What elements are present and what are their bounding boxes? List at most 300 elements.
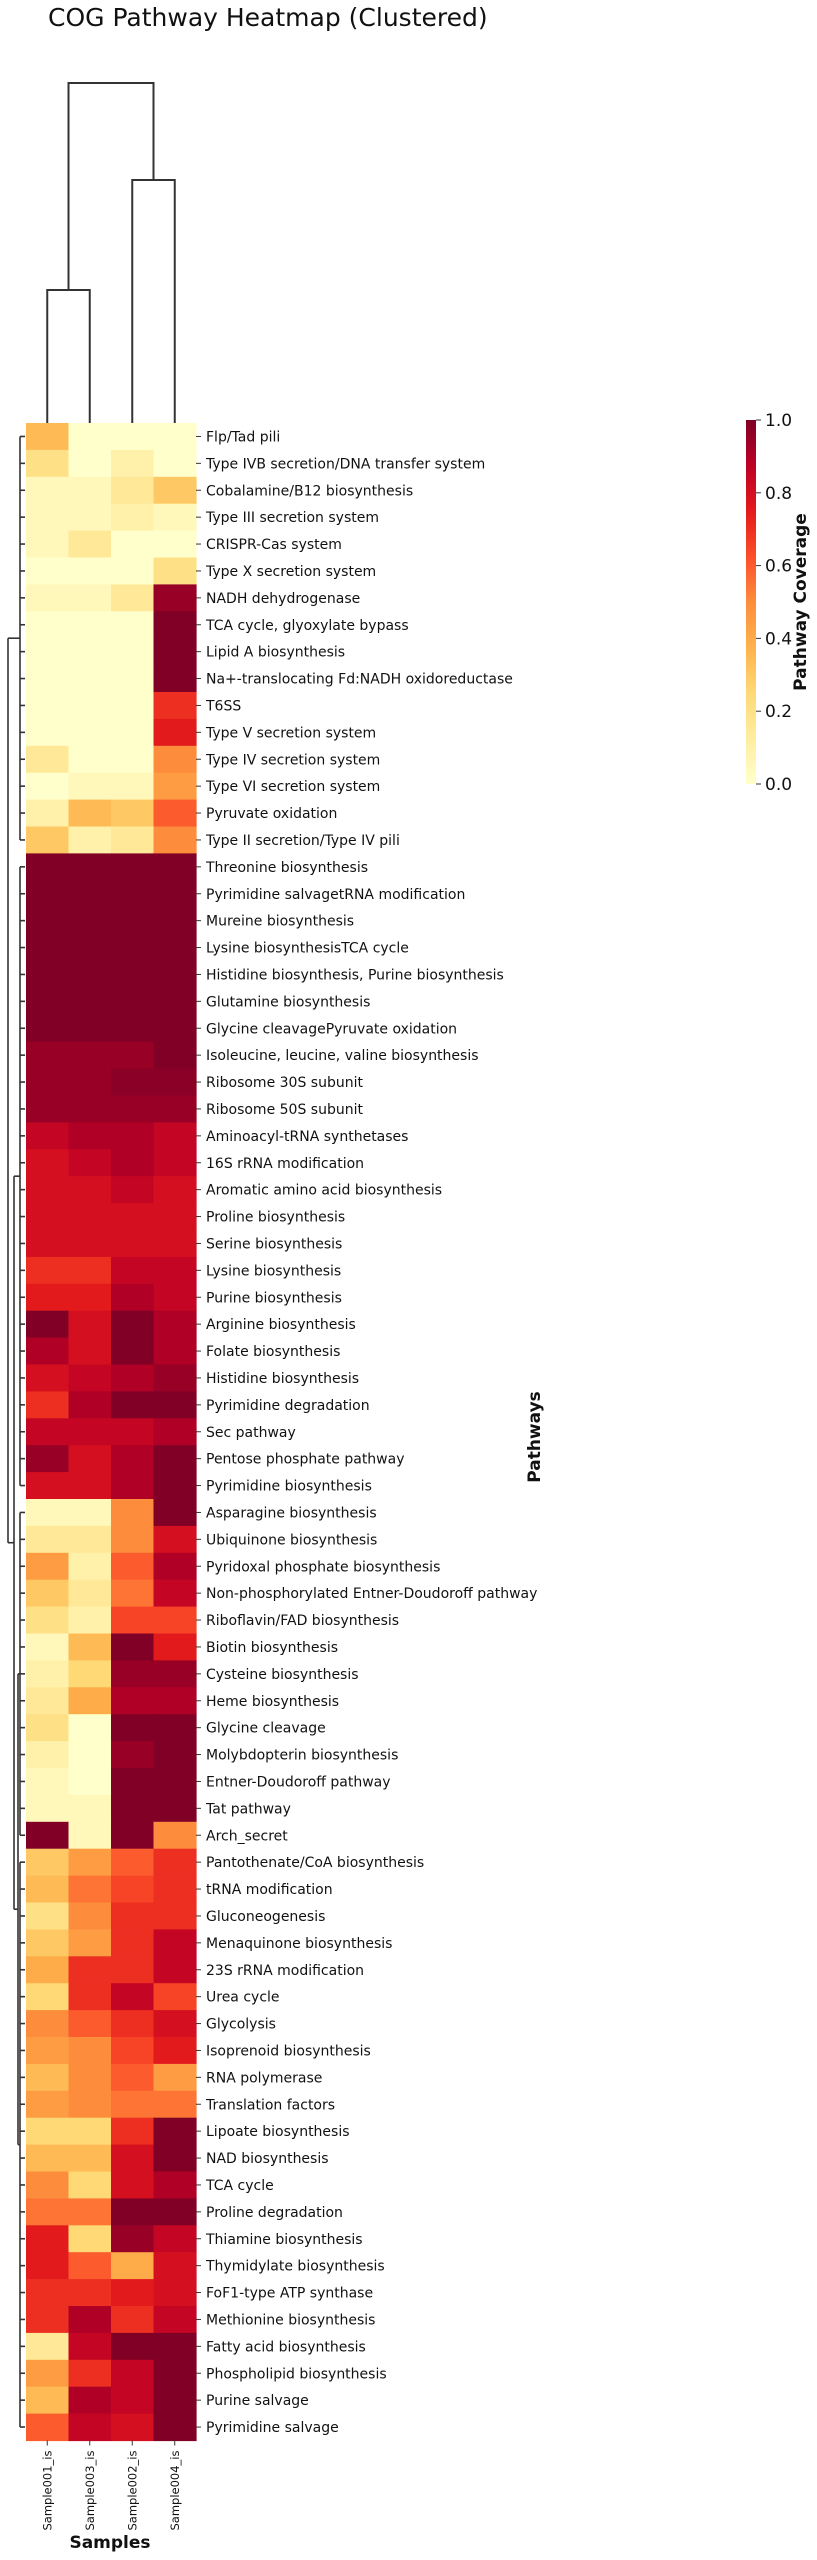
heatmap-cell [69, 584, 112, 612]
heatmap-cell [111, 1042, 154, 1070]
heatmap-cell [26, 961, 69, 989]
heatmap-cell [26, 907, 69, 935]
heatmap-cell [26, 1687, 69, 1715]
heatmap-cell [154, 1042, 197, 1070]
heatmap-cell [111, 1553, 154, 1581]
heatmap-cell [26, 1365, 69, 1393]
heatmap-cell [26, 611, 69, 639]
heatmap-cell [154, 746, 197, 774]
heatmap-cell [69, 2118, 112, 2146]
heatmap-cell [26, 1983, 69, 2011]
row-label: Riboflavin/FAD biosynthesis [206, 1613, 400, 1630]
heatmap-cell [154, 1365, 197, 1393]
heatmap-cell [111, 1929, 154, 1957]
heatmap-cell [111, 2414, 154, 2442]
heatmap-cell [111, 1122, 154, 1150]
row-label: Methionine biosynthesis [206, 2312, 376, 2329]
heatmap-cell [111, 2010, 154, 2038]
x-axis-label: Samples [69, 2533, 151, 2553]
heatmap-cell [154, 1768, 197, 1796]
row-label: Sec pathway [206, 1424, 296, 1441]
row-label: Proline biosynthesis [206, 1209, 346, 1226]
heatmap-cell [69, 1983, 112, 2011]
heatmap-cell [111, 1418, 154, 1446]
row-label: Purine salvage [206, 2393, 309, 2410]
heatmap-cell [26, 2010, 69, 2038]
heatmap-cell [69, 1230, 112, 1258]
heatmap-cell [154, 2252, 197, 2280]
row-label: Lysine biosynthesisTCA cycle [206, 940, 409, 957]
heatmap-cell [111, 853, 154, 881]
heatmap-cell [154, 1687, 197, 1715]
heatmap-cell [154, 2172, 197, 2200]
heatmap-cell [111, 1257, 154, 1285]
heatmap-cell [111, 1741, 154, 1769]
heatmap-cell [26, 2172, 69, 2200]
row-label: Urea cycle [206, 1989, 280, 2006]
heatmap-cell [154, 2037, 197, 2065]
heatmap-cell [26, 2279, 69, 2307]
heatmap-cell [154, 2306, 197, 2334]
heatmap-cell [69, 1768, 112, 1796]
heatmap-cell [69, 477, 112, 505]
row-label: Flp/Tad pili [206, 429, 281, 446]
heatmap-cell [154, 2225, 197, 2253]
heatmap-cell [69, 1069, 112, 1097]
heatmap-cell [154, 961, 197, 989]
heatmap-cell [154, 907, 197, 935]
heatmap-cell [154, 1876, 197, 1904]
heatmap-cell [154, 880, 197, 908]
row-label: RNA polymerase [206, 2070, 323, 2087]
heatmap-cell [111, 961, 154, 989]
heatmap-cell [111, 773, 154, 801]
heatmap-cell [154, 2118, 197, 2146]
row-label: Ribosome 50S subunit [206, 1101, 363, 1118]
row-label: Histidine biosynthesis [206, 1370, 360, 1387]
heatmap-cell [26, 800, 69, 828]
heatmap-cell [26, 1042, 69, 1070]
heatmap-cell [154, 558, 197, 586]
row-label: CRISPR-Cas system [206, 537, 342, 554]
heatmap-cell [69, 773, 112, 801]
heatmap-cell [26, 2225, 69, 2253]
heatmap-cell [26, 1607, 69, 1635]
heatmap-cell [111, 1634, 154, 1662]
heatmap-cell [26, 773, 69, 801]
heatmap-cell [69, 1741, 112, 1769]
heatmap-cell [154, 1983, 197, 2011]
heatmap-cell [154, 2198, 197, 2226]
heatmap-cell [26, 2118, 69, 2146]
column-label: Sample003_is [82, 2450, 97, 2531]
heatmap-cell [69, 1553, 112, 1581]
column-label: Sample001_is [40, 2450, 55, 2531]
heatmap-cell [26, 1660, 69, 1688]
heatmap-cell [111, 1687, 154, 1715]
heatmap-cell [154, 1795, 197, 1823]
heatmap-cell [111, 504, 154, 532]
heatmap-cell [111, 1069, 154, 1097]
heatmap-cell [26, 1580, 69, 1608]
heatmap-cell [26, 2064, 69, 2092]
heatmap-cell [154, 2360, 197, 2388]
heatmap-cell [69, 665, 112, 693]
heatmap-cell [69, 1472, 112, 1500]
heatmap-cell [154, 1338, 197, 1366]
colorbar-label: Pathway Coverage [791, 513, 811, 691]
heatmap-cell [111, 907, 154, 935]
heatmap-cell [154, 1230, 197, 1258]
heatmap-cell [154, 1391, 197, 1419]
heatmap-cell [154, 1069, 197, 1097]
column-label: Sample002_is [125, 2450, 140, 2531]
heatmap-cell [111, 1230, 154, 1258]
row-label: T6SS [206, 698, 242, 715]
heatmap-cell [26, 1122, 69, 1150]
heatmap-cell [111, 827, 154, 855]
row-label: NADH dehydrogenase [206, 590, 361, 607]
heatmap-cell [26, 746, 69, 774]
colorbar-tick-label: 0.2 [765, 702, 793, 723]
colorbar-tick-label: 0.0 [765, 775, 793, 795]
row-label: Pyrimidine salvage [206, 2420, 339, 2437]
heatmap-cell [69, 1338, 112, 1366]
heatmap-cell [26, 692, 69, 720]
heatmap-cell [69, 1257, 112, 1285]
heatmap-cell [69, 2252, 112, 2280]
heatmap-cell [111, 1311, 154, 1339]
colorbar [746, 420, 756, 784]
dendrogram-branch [69, 83, 154, 290]
heatmap-cell [26, 1203, 69, 1231]
heatmap-cell [154, 853, 197, 881]
row-label: Glycine cleavage [206, 1720, 326, 1737]
row-label: Glutamine biosynthesis [206, 994, 371, 1011]
heatmap-cell [26, 1499, 69, 1527]
heatmap-cell [69, 746, 112, 774]
row-label: Type III secretion system [206, 510, 379, 527]
dendrogram-branch [47, 290, 90, 423]
heatmap-cell [69, 2198, 112, 2226]
heatmap-cell [26, 665, 69, 693]
heatmap-cell [154, 1956, 197, 1984]
heatmap-cell [26, 1903, 69, 1931]
heatmap-cell [111, 2306, 154, 2334]
heatmap-cell [154, 1849, 197, 1877]
heatmap-cell [154, 2333, 197, 2361]
heatmap-cell [111, 880, 154, 908]
heatmap-cell [111, 800, 154, 828]
y-axis-label: Pathways [525, 1391, 545, 1483]
row-label: Phospholipid biosynthesis [206, 2366, 387, 2383]
heatmap-cell [26, 2306, 69, 2334]
heatmap-cell [69, 2225, 112, 2253]
heatmap-cell [69, 2145, 112, 2173]
heatmap-cell [26, 1714, 69, 1742]
heatmap-cell [111, 584, 154, 612]
heatmap-cell [26, 1176, 69, 1204]
row-label: Thiamine biosynthesis [206, 2231, 363, 2248]
heatmap-cell [154, 1660, 197, 1688]
heatmap-cell [111, 2333, 154, 2361]
heatmap-cell [69, 1956, 112, 1984]
heatmap-cell [26, 423, 69, 451]
heatmap-cell [111, 423, 154, 451]
heatmap-cell [111, 692, 154, 720]
heatmap-cell [26, 2198, 69, 2226]
heatmap-cell [111, 2118, 154, 2146]
heatmap-cell [26, 2387, 69, 2415]
row-label: tRNA modification [206, 1882, 333, 1899]
row-label: Purine biosynthesis [206, 1290, 342, 1307]
heatmap-cell [69, 934, 112, 962]
row-label: Serine biosynthesis [206, 1236, 343, 1253]
heatmap-cell [154, 1607, 197, 1635]
heatmap-cell [111, 558, 154, 586]
heatmap-cell [26, 1418, 69, 1446]
heatmap-cell [69, 2172, 112, 2200]
heatmap-cell [69, 1096, 112, 1124]
column-labels [40, 2441, 182, 2531]
heatmap-cell [154, 665, 197, 693]
row-label: Cobalamine/B12 biosynthesis [206, 483, 414, 500]
row-label: Ubiquinone biosynthesis [206, 1532, 378, 1549]
heatmap-cell [26, 1849, 69, 1877]
heatmap-cell [26, 638, 69, 666]
row-label: Type IV secretion system [206, 752, 381, 769]
heatmap-cell [154, 827, 197, 855]
heatmap-cell [154, 800, 197, 828]
heatmap-cell [69, 1660, 112, 1688]
heatmap-cell [111, 450, 154, 478]
row-label: Pyridoxal phosphate biosynthesis [206, 1559, 441, 1576]
heatmap-cell [111, 1580, 154, 1608]
heatmap-cell [154, 1634, 197, 1662]
row-label: Threonine biosynthesis [206, 859, 368, 876]
row-label: Isoleucine, leucine, valine biosynthesis [206, 1048, 479, 1065]
heatmap-cell [154, 1284, 197, 1312]
row-label: Lysine biosynthesis [206, 1263, 342, 1280]
heatmap-cell [26, 1257, 69, 1285]
row-label: Arch_secret [206, 1828, 288, 1845]
heatmap-cell [69, 1391, 112, 1419]
heatmap-cell [26, 1230, 69, 1258]
row-label: TCA cycle [206, 2177, 274, 2194]
heatmap-cell [154, 2064, 197, 2092]
row-label: Na+-translocating Fd:NADH oxidoreductase [206, 671, 513, 688]
row-label: 23S rRNA modification [206, 1962, 365, 1979]
heatmap-cell [69, 1149, 112, 1177]
heatmap-cell [26, 558, 69, 586]
heatmap-cell [154, 450, 197, 478]
heatmap-cell [154, 2279, 197, 2307]
row-label: NAD biosynthesis [206, 2151, 329, 2168]
row-label: Type V secretion system [206, 725, 377, 742]
heatmap-cell [26, 1526, 69, 1554]
chart-title: COG Pathway Heatmap (Clustered) [48, 3, 488, 32]
heatmap-cell [69, 504, 112, 532]
heatmap-cell [69, 988, 112, 1016]
heatmap-cell [26, 853, 69, 881]
heatmap-cell [26, 1741, 69, 1769]
heatmap-cell [69, 1876, 112, 1904]
heatmap-cell [69, 800, 112, 828]
heatmap-cell [69, 961, 112, 989]
row-label: 16S rRNA modification [206, 1155, 365, 1172]
column-label: Sample004_is [167, 2450, 182, 2531]
heatmap-cell [69, 450, 112, 478]
heatmap-cell [26, 1391, 69, 1419]
heatmap-cell [111, 611, 154, 639]
heatmap-cell [69, 1122, 112, 1150]
heatmap-cell [111, 1015, 154, 1043]
heatmap-cell [111, 2091, 154, 2119]
colorbar-tick-label: 0.4 [765, 629, 793, 650]
heatmap-cell [26, 988, 69, 1016]
row-label: Histidine biosynthesis, Purine biosynthesis [206, 967, 504, 984]
heatmap-cell [69, 423, 112, 451]
heatmap-cell [154, 1580, 197, 1608]
heatmap-cell [69, 1311, 112, 1339]
heatmap-cell [69, 531, 112, 559]
heatmap-cell [69, 1015, 112, 1043]
heatmap-cell [26, 1149, 69, 1177]
heatmap-cell [69, 827, 112, 855]
row-label: Aminoacyl-tRNA synthetases [206, 1128, 409, 1145]
heatmap-cell [111, 719, 154, 747]
row-label: Pyrimidine salvagetRNA modification [206, 886, 466, 903]
heatmap-cell [111, 2037, 154, 2065]
heatmap-cell [154, 504, 197, 532]
row-label: Non-phosphorylated Entner-Doudoroff pathway [206, 1586, 538, 1603]
heatmap-cell [154, 1526, 197, 1554]
heatmap-cell [154, 2010, 197, 2038]
heatmap-cell [154, 1149, 197, 1177]
row-label: Lipoate biosynthesis [206, 2124, 350, 2141]
heatmap-cell [69, 719, 112, 747]
heatmap-cell [111, 1768, 154, 1796]
heatmap-cell [154, 1311, 197, 1339]
heatmap-cell [26, 1311, 69, 1339]
heatmap-cell [111, 2198, 154, 2226]
dendrogram-branch [132, 180, 175, 423]
row-label: Asparagine biosynthesis [206, 1505, 377, 1522]
heatmap-cell [69, 1365, 112, 1393]
heatmap-cell [26, 1472, 69, 1500]
heatmap-cell [26, 1069, 69, 1097]
row-label: Cysteine biosynthesis [206, 1666, 359, 1683]
row-label: Proline degradation [206, 2204, 343, 2221]
heatmap-cell [26, 1768, 69, 1796]
row-label: Folate biosynthesis [206, 1344, 341, 1361]
heatmap-cell [26, 1096, 69, 1124]
heatmap-cell [154, 2414, 197, 2442]
row-label: Type IVB secretion/DNA transfer system [206, 456, 486, 473]
heatmap-cell [26, 2360, 69, 2388]
heatmap-cell [26, 1553, 69, 1581]
heatmap-cell [69, 1445, 112, 1473]
heatmap-cell [111, 934, 154, 962]
heatmap-cell [111, 1607, 154, 1635]
heatmap-cell [26, 1822, 69, 1850]
heatmap-cell [154, 692, 197, 720]
heatmap-cell [154, 719, 197, 747]
heatmap-cell [69, 1714, 112, 1742]
heatmap-cell [111, 2279, 154, 2307]
heatmap-cell [69, 2279, 112, 2307]
heatmap-cell [69, 880, 112, 908]
heatmap-cell [111, 1956, 154, 1984]
row-label: Pantothenate/CoA biosynthesis [206, 1855, 425, 1872]
row-label: Aromatic amino acid biosynthesis [206, 1182, 443, 1199]
heatmap-cell [69, 558, 112, 586]
heatmap-cell [111, 2225, 154, 2253]
heatmap-cell [26, 531, 69, 559]
heatmap-cell [69, 2333, 112, 2361]
heatmap-cell [111, 1499, 154, 1527]
heatmap-cell [26, 1338, 69, 1366]
heatmap-cell [69, 1284, 112, 1312]
heatmap-cell [111, 1203, 154, 1231]
heatmap-cell [69, 1607, 112, 1635]
row-dendrogram [8, 436, 25, 2427]
heatmap-cell [69, 611, 112, 639]
heatmap-cell [111, 1149, 154, 1177]
heatmap-cell [154, 1176, 197, 1204]
row-label: Lipid A biosynthesis [206, 644, 346, 661]
heatmap-cell [111, 1445, 154, 1473]
heatmap-cell [26, 2145, 69, 2173]
heatmap-cell [154, 1257, 197, 1285]
heatmap-cell [154, 477, 197, 505]
heatmap-cell [154, 1714, 197, 1742]
heatmap-cell [69, 1526, 112, 1554]
heatmap-cell [111, 2145, 154, 2173]
row-label: Type VI secretion system [206, 779, 381, 796]
heatmap-cell [69, 2387, 112, 2415]
row-label: TCA cycle, glyoxylate bypass [206, 617, 409, 634]
heatmap-cell [154, 611, 197, 639]
row-label: Menaquinone biosynthesis [206, 1935, 393, 1952]
row-label: Molybdopterin biosynthesis [206, 1747, 399, 1764]
heatmap-cell [154, 2145, 197, 2173]
heatmap-cell [154, 1741, 197, 1769]
colorbar-tick-label: 0.8 [765, 483, 793, 504]
heatmap-cell [69, 1418, 112, 1446]
row-label: Ribosome 30S subunit [206, 1075, 363, 1092]
heatmap-cell [154, 1499, 197, 1527]
row-label: Mureine biosynthesis [206, 913, 355, 930]
heatmap-cell [69, 907, 112, 935]
heatmap-cell [26, 584, 69, 612]
row-labels [196, 429, 537, 2436]
heatmap-cell [69, 1042, 112, 1070]
heatmap-cell [69, 2360, 112, 2388]
heatmap-cell [154, 1929, 197, 1957]
heatmap-cell [111, 1714, 154, 1742]
heatmap-cell [154, 638, 197, 666]
heatmap-cell [69, 2306, 112, 2334]
heatmap-cell [69, 1499, 112, 1527]
heatmap-cell [26, 934, 69, 962]
heatmap-cell [26, 880, 69, 908]
heatmap-cell [154, 2387, 197, 2415]
heatmap-cell [111, 1284, 154, 1312]
heatmap-cells [26, 423, 197, 2441]
heatmap-cell [26, 1284, 69, 1312]
heatmap-cell [154, 1472, 197, 1500]
